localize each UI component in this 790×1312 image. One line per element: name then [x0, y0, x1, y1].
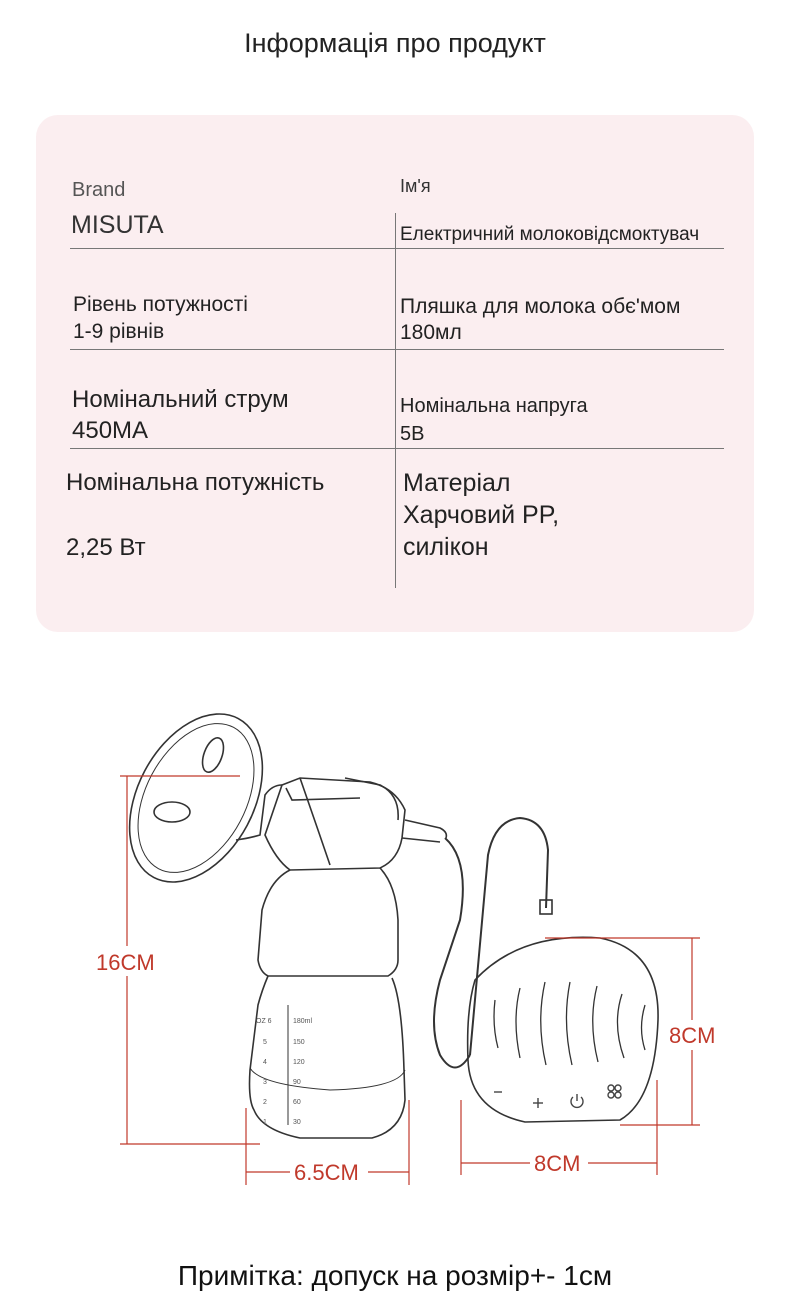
power-level-label: Рівень потужності: [73, 293, 248, 316]
breast-shield: [103, 691, 290, 904]
name-label: Ім'я: [400, 176, 431, 196]
brand-value: MISUTA: [71, 211, 164, 239]
air-tube: [434, 838, 470, 1068]
motor-unit: [468, 937, 658, 1122]
power-value: 2,25 Вт: [66, 534, 146, 561]
name-value: Електричний молоковідсмоктувач: [400, 224, 700, 245]
voltage-label: Номінальна напруга: [400, 395, 588, 417]
bottle-label: Пляшка для молока обє'мом: [400, 295, 681, 318]
scale-oz-5: 5: [263, 1039, 267, 1046]
scale-oz-2: 2: [263, 1099, 267, 1106]
scale-ml-90: 90: [293, 1079, 301, 1086]
voltage-value: 5В: [400, 423, 425, 445]
scale-oz-6: OZ 6: [256, 1018, 272, 1025]
scale-ml-60: 60: [293, 1099, 301, 1106]
bottle-scale: [256, 1018, 313, 1126]
scale-ml-150: 150: [293, 1039, 305, 1046]
scale-oz-4: 4: [263, 1059, 267, 1066]
current-label: Номінальний струм: [72, 386, 289, 413]
spec-card: [36, 115, 754, 632]
mode-icon: [608, 1085, 621, 1098]
scale-oz-1: 1: [263, 1119, 267, 1126]
material-value-1: Харчовий PP,: [403, 501, 560, 529]
plus-icon: [533, 1098, 543, 1108]
motor-height-dimension-label: 8CM: [669, 1023, 716, 1048]
brand-label: Brand: [72, 179, 126, 201]
product-dimension-diagram: [0, 660, 790, 1220]
material-value-2: силікон: [403, 533, 489, 561]
power-label: Номінальна потужність: [66, 469, 325, 496]
power-level-value: 1-9 рівнів: [73, 320, 165, 343]
bottle-value: 180мл: [400, 321, 462, 344]
row-divider: [70, 349, 724, 350]
column-divider: [395, 213, 396, 588]
current-value: 450MA: [72, 417, 149, 444]
bottle-width-dimension-label: 6.5CM: [294, 1160, 359, 1185]
row-divider: [70, 448, 724, 449]
scale-ml-30: 30: [293, 1119, 301, 1126]
pump-head: [265, 778, 405, 870]
scale-ml-180: 180ml: [293, 1018, 313, 1025]
power-icon: [571, 1094, 583, 1107]
bottle-body: [258, 868, 398, 976]
motor-width-dimension-label: 8CM: [534, 1151, 581, 1176]
height-dimension-label: 16CM: [96, 950, 155, 975]
row-divider: [70, 248, 724, 249]
material-label: Матеріал: [403, 469, 511, 497]
page-title: Інформація про продукт: [244, 28, 546, 58]
scale-ml-120: 120: [293, 1059, 305, 1066]
size-tolerance-note: Примітка: допуск на розмір+- 1см: [177, 1260, 613, 1291]
scale-oz-3: 3: [263, 1079, 267, 1086]
